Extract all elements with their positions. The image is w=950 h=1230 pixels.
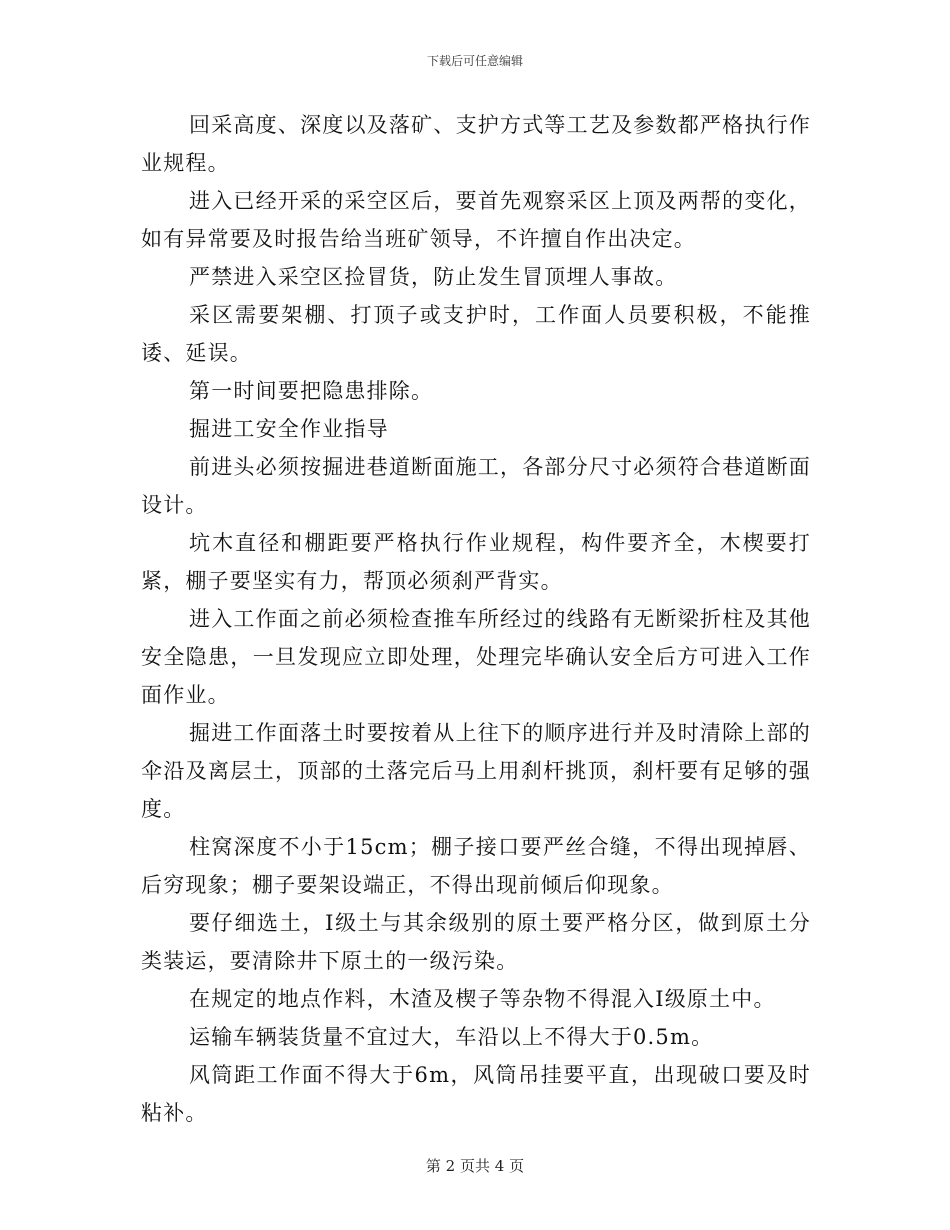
paragraph: 风筒距工作面不得大于6m，风筒吊挂要平直，出现破口要及时粘补。 xyxy=(141,1063,811,1125)
paragraph: 坑木直径和棚距要严格执行作业规程，构件要齐全，木楔要打紧，棚子要坚实有力，帮顶必须刹严背实。 xyxy=(141,531,811,593)
paragraph: 柱窝深度不小于15cm；棚子接口要严丝合缝，不得出现掉唇、后穷现象；棚子要架设端正，不得出现前倾后仰现象。 xyxy=(141,835,811,897)
paragraph: 第一时间要把隐患排除。 xyxy=(189,379,434,403)
page-number: 第 2 页共 4 页 xyxy=(425,1157,525,1175)
page-header-note: 下载后可任意编辑 xyxy=(426,54,523,68)
paragraph: 严禁进入采空区捡冒货，防止发生冒顶埋人事故。 xyxy=(189,265,678,289)
document-body xyxy=(141,106,811,1132)
section-heading: 掘进工安全作业指导 xyxy=(189,417,389,441)
paragraph: 运输车辆装货量不宜过大，车沿以上不得大于0.5m。 xyxy=(189,1025,714,1049)
paragraph: 前进头必须按掘进巷道断面施工，各部分尺寸必须符合巷道断面设计。 xyxy=(141,455,811,517)
paragraph: 要仔细选土，I级土与其余级别的原土要严格分区，做到原土分类装运，要清除井下原土的一级污染。 xyxy=(141,911,811,973)
paragraph: 掘进工作面落土时要按着从上往下的顺序进行并及时清除上部的伞沿及离层土，顶部的土落完后马上用刹杆挑顶，刹杆要有足够的强度。 xyxy=(141,721,811,821)
paragraph: 在规定的地点作料，木渣及楔子等杂物不得混入I级原土中。 xyxy=(189,987,776,1011)
paragraph: 采区需要架棚、打顶子或支护时，工作面人员要积极，不能推诿、延误。 xyxy=(141,303,811,365)
paragraph: 回采高度、深度以及落矿、支护方式等工艺及参数都严格执行作业规程。 xyxy=(141,113,811,175)
paragraph: 进入已经开采的采空区后，要首先观察采区上顶及两帮的变化，如有异常要及时报告给当班矿领导，不许擅自作出决定。 xyxy=(141,189,811,251)
paragraph: 进入工作面之前必须检查推车所经过的线路有无断梁折柱及其他安全隐患，一旦发现应立即处理，处理完毕确认安全后方可进入工作面作业。 xyxy=(141,607,811,707)
